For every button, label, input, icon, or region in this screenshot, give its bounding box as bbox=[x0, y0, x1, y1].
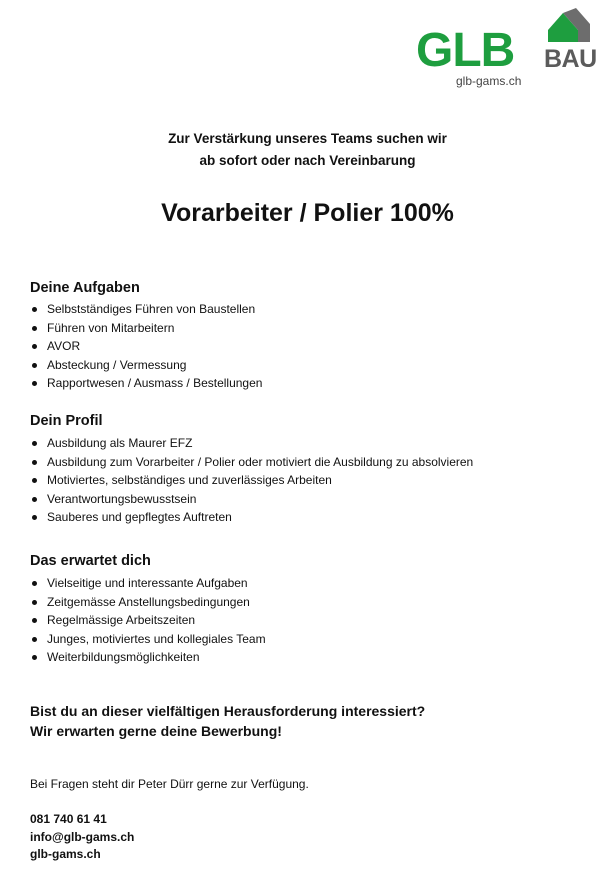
list-item: Ausbildung als Maurer EFZ bbox=[30, 434, 473, 453]
profile-heading: Dein Profil bbox=[30, 413, 103, 429]
list-item: AVOR bbox=[30, 337, 262, 356]
list-item: Selbstständiges Führen von Baustellen bbox=[30, 300, 262, 319]
logo-glb-text: GLB bbox=[416, 24, 515, 77]
contact-website[interactable]: glb-gams.ch bbox=[30, 847, 101, 861]
list-item: Vielseitige und interessante Aufgaben bbox=[30, 574, 266, 593]
list-item: Sauberes und gepflegtes Auftreten bbox=[30, 508, 473, 527]
intro-line-1: Zur Verstärkung unseres Teams suchen wir bbox=[168, 131, 447, 146]
contact-email[interactable]: info@glb-gams.ch bbox=[30, 829, 135, 844]
profile-list bbox=[30, 434, 473, 527]
company-logo bbox=[416, 8, 597, 92]
list-item: Führen von Mitarbeitern bbox=[30, 319, 262, 338]
intro-line-2: ab sofort oder nach Vereinbarung bbox=[199, 153, 416, 168]
list-item: Absteckung / Vermessung bbox=[30, 356, 262, 375]
list-item: Zeitgemässe Anstellungsbedingungen bbox=[30, 593, 266, 612]
list-item: Verantwortungsbewusstsein bbox=[30, 490, 473, 509]
list-item: Junges, motiviertes und kollegiales Team bbox=[30, 630, 266, 649]
intro-text bbox=[0, 128, 615, 172]
list-item: Weiterbildungsmöglichkeiten bbox=[30, 648, 266, 667]
list-item: Ausbildung zum Vorarbeiter / Polier oder motiviert die Ausbildung zu absolvieren bbox=[30, 453, 473, 472]
list-item: Rapportwesen / Ausmass / Bestellungen bbox=[30, 374, 262, 393]
cta-line-1: Bist du an dieser vielfältigen Herausforderung interessiert? bbox=[30, 703, 426, 719]
logo-bau-text: BAU bbox=[544, 45, 597, 73]
offer-heading: Das erwartet dich bbox=[30, 553, 151, 569]
list-item: Regelmässige Arbeitszeiten bbox=[30, 611, 266, 630]
logo-url: glb-gams.ch bbox=[456, 74, 522, 88]
house-roof-icon bbox=[546, 8, 592, 42]
questions-text: Bei Fragen steht dir Peter Dürr gerne zur Verfügung. bbox=[30, 777, 309, 791]
job-title: Vorarbeiter / Polier 100% bbox=[161, 199, 454, 227]
tasks-heading: Deine Aufgaben bbox=[30, 280, 140, 296]
contact-phone[interactable]: 081 740 61 41 bbox=[30, 812, 107, 826]
tasks-list bbox=[30, 300, 262, 393]
offer-list bbox=[30, 574, 266, 667]
list-item: Motiviertes, selbständiges und zuverlässiges Arbeiten bbox=[30, 471, 473, 490]
call-to-action bbox=[30, 701, 425, 741]
cta-line-2: Wir erwarten gerne deine Bewerbung! bbox=[30, 723, 282, 739]
contact-block bbox=[30, 811, 134, 864]
